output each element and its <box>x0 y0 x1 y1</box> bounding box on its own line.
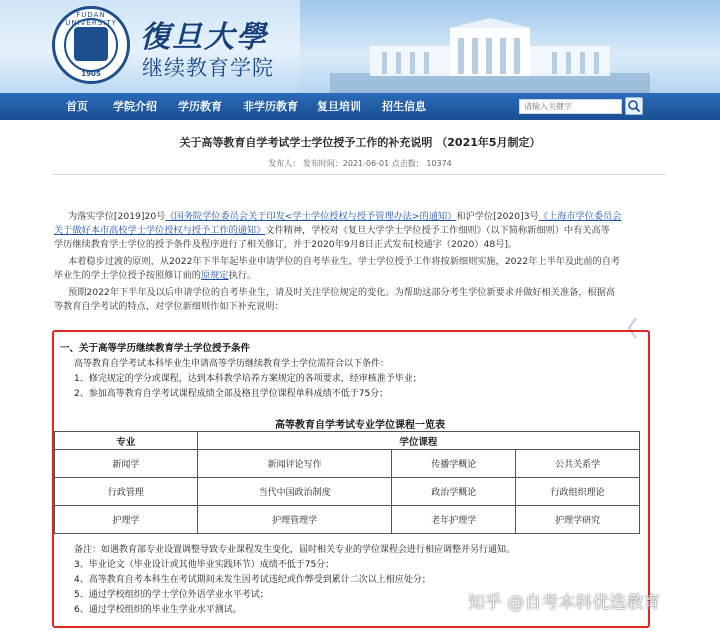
paragraph-1-line-3: 学历继续教育学士学位的授予条件及程序进行了相关修订，并于2020年9月8日正式发布[校通字（2020）48号]。 <box>54 239 518 250</box>
article-title: 关于高等教育自学考试学士学位授予工作的补充说明 （2021年5月制定） <box>179 136 541 149</box>
table-cell: 行政组织理论 <box>516 478 640 506</box>
campus-building-image <box>330 18 650 93</box>
section-heading: 一、关于高等学历继续教育学士学位授予条件 <box>60 343 251 354</box>
paragraph-2-line-1: 本着稳步过渡的原则，从2022年下半年起毕业申请学位的自考毕业生，学士学位授予工作将按新细则实施，2022年上半年及此前的自考 <box>68 256 621 267</box>
p1-link-shanghai-a[interactable]: 《上海市学位委员会 <box>538 211 622 222</box>
table-cell: 传播学概论 <box>392 450 516 478</box>
table-cell: 公共关系学 <box>516 450 640 478</box>
search-button[interactable] <box>625 97 643 115</box>
table-cell: 护理管理学 <box>197 506 392 534</box>
p2-link-original-rules[interactable]: 原规定 <box>201 270 229 281</box>
condition-6: 6、通过学校组织的毕业生学业水平测试。 <box>74 605 242 615</box>
brand-name: 復旦大學 <box>140 20 268 55</box>
condition-intro: 高等教育自学考试本科毕业生申请高等学历继续教育学士学位需符合以下条件： <box>74 359 390 369</box>
table-row <box>55 478 640 506</box>
main-nav <box>0 93 720 120</box>
zhihu-watermark: 知乎 @自考本科优选教育 <box>468 593 661 613</box>
seal-emblem <box>74 27 108 61</box>
p1-prefix: 为落实学位[2019]20号 <box>68 211 166 222</box>
condition-3: 3、毕业论文（毕业设计或其他毕业实践环节）成绩不低于75分； <box>74 560 335 570</box>
article-meta: 发布人： 发布时间：2021-06-01 点击数： 10374 <box>268 159 452 168</box>
table-row <box>55 450 640 478</box>
seal-year: 1905 <box>81 70 101 78</box>
nav-item-non-degree[interactable]: 非学历教育 <box>243 100 298 113</box>
condition-5: 5、通过学校组织的学士学位外语学业水平考试； <box>74 590 269 600</box>
fudan-seal-logo <box>52 6 130 84</box>
table-row <box>55 506 640 534</box>
table-title: 高等教育自学考试专业学位课程一览表 <box>275 420 445 431</box>
seal-text: FUDAN UNIVERSITY <box>65 11 117 27</box>
nav-item-training[interactable]: 复旦培训 <box>317 100 361 113</box>
table-cell: 政治学概论 <box>392 478 516 506</box>
condition-1: 1、修完规定的学分或课程，达到本科教学培养方案规定的各项要求，经审核准予毕业； <box>74 374 422 384</box>
table-cell: 当代中国政治制度 <box>197 478 392 506</box>
header-banner <box>0 0 720 93</box>
search-input[interactable] <box>519 99 622 114</box>
search-icon <box>626 98 642 114</box>
nav-item-home[interactable]: 首页 <box>66 100 88 113</box>
brand-subtitle: 继续教育学院 <box>142 56 274 80</box>
p2-prefix: 毕业生的学士学位授予按照修订前的 <box>54 270 201 281</box>
p1-rest: 文件精神，学校对《复旦大学学士学位授予工作细则》（以下简称新细则）中有关高等 <box>265 225 610 236</box>
p1-link-state-council[interactable]: 《国务院学位委员会关于印发<学士学位授权与授予管理办法>的通知》 <box>165 211 457 222</box>
condition-2: 2、参加高等教育自学考试课程成绩全部及格且学位课程单科成绩不低于75分； <box>74 389 389 399</box>
degree-course-table <box>54 431 640 534</box>
table-cell: 老年护理学 <box>392 506 516 534</box>
title-divider <box>52 174 666 175</box>
p2-suffix: 执行。 <box>228 270 257 281</box>
p1-link-shanghai-b[interactable]: 关于做好本市高校学士学位授权与授予工作的通知》 <box>54 225 266 236</box>
table-cell: 新闻学 <box>55 450 198 478</box>
table-note: 备注：如遇教育部专业设置调整导致专业课程发生变化，届时相关专业的学位课程会进行相应调整并另行通知。 <box>74 545 516 555</box>
header-major: 专业 <box>55 432 198 450</box>
paragraph-1-line-2 <box>54 224 610 238</box>
table-cell: 新闻评论写作 <box>197 450 392 478</box>
condition-4: 4、高等教育自考本科生在考试期间未发生因考试违纪或作弊受到累计二次以上相应处分； <box>74 575 431 585</box>
table-cell: 护理学 <box>55 506 198 534</box>
nav-item-admissions[interactable]: 招生信息 <box>382 100 426 113</box>
paragraph-3-line-2: 等教育自学考试的特点，对学位新细则作如下补充说明： <box>54 301 284 312</box>
paragraph-2-line-2 <box>54 269 256 283</box>
table-cell: 护理学研究 <box>516 506 640 534</box>
p1-mid: 和沪学位[2020]3号 <box>456 211 539 222</box>
header-courses: 学位课程 <box>197 432 639 450</box>
paragraph-1-line-1 <box>68 210 621 224</box>
table-header-row <box>55 432 640 450</box>
table-cell: 行政管理 <box>55 478 198 506</box>
nav-item-about[interactable]: 学院介绍 <box>113 100 157 113</box>
nav-item-degree[interactable]: 学历教育 <box>178 100 222 113</box>
paragraph-3-line-1: 预期2022年下半年及以后申请学位的自考毕业生，请及时关注学位规定的变化。为帮助这部分考生学位新要求并做好相关准备，根据高 <box>68 287 616 298</box>
